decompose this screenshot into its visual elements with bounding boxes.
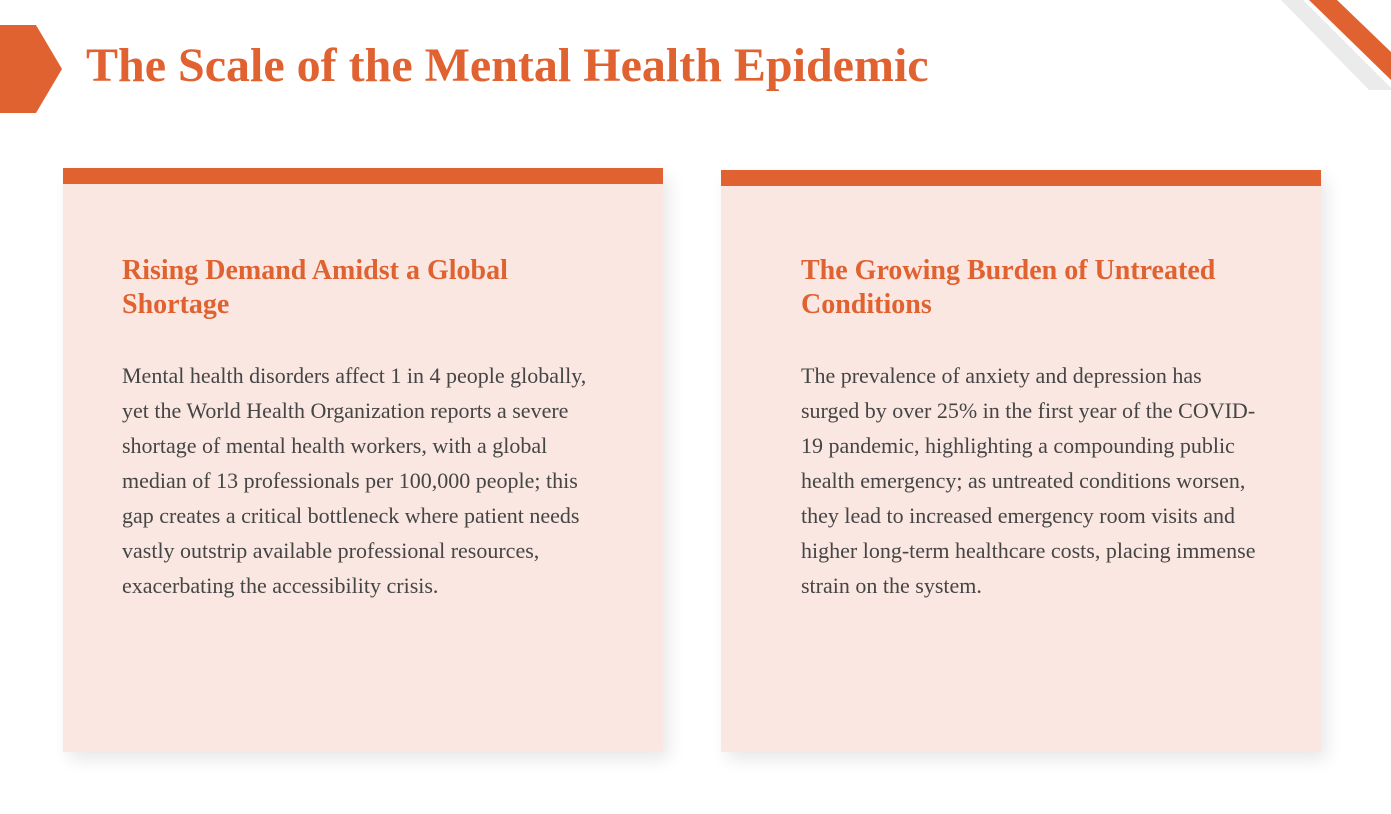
title-arrow-shape — [0, 25, 62, 113]
card-rising-demand — [63, 168, 663, 752]
page-title: The Scale of the Mental Health Epidemic — [86, 39, 929, 92]
card-heading: The Growing Burden of Untreated Conditions — [801, 255, 1216, 320]
card-heading: Rising Demand Amidst a Global Shortage — [122, 255, 508, 320]
corner-stripe-decoration — [1281, 0, 1391, 90]
card-body-text: The prevalence of anxiety and depression has surged by over 25% in the first year of the COVID-19 pandemic, highlighting a compounding public health emergency; as untreated conditions worsen, they lead to increased emergency room visits and higher long-term healthcare costs, placing immense strain on the system. — [801, 363, 1256, 598]
title-arrow-marker — [0, 25, 62, 113]
card-accent-bar — [63, 168, 663, 184]
card-untreated-burden — [721, 170, 1321, 752]
card-accent-bar — [721, 170, 1321, 186]
card-body-text: Mental health disorders affect 1 in 4 people globally, yet the World Health Organization reports a severe shortage of mental health workers, with a global median of 13 professionals per 100,000 people; this gap creates a critical bottleneck where patient needs vastly outstrip available professional resources, exacerbating the accessibility crisis. — [122, 363, 587, 598]
